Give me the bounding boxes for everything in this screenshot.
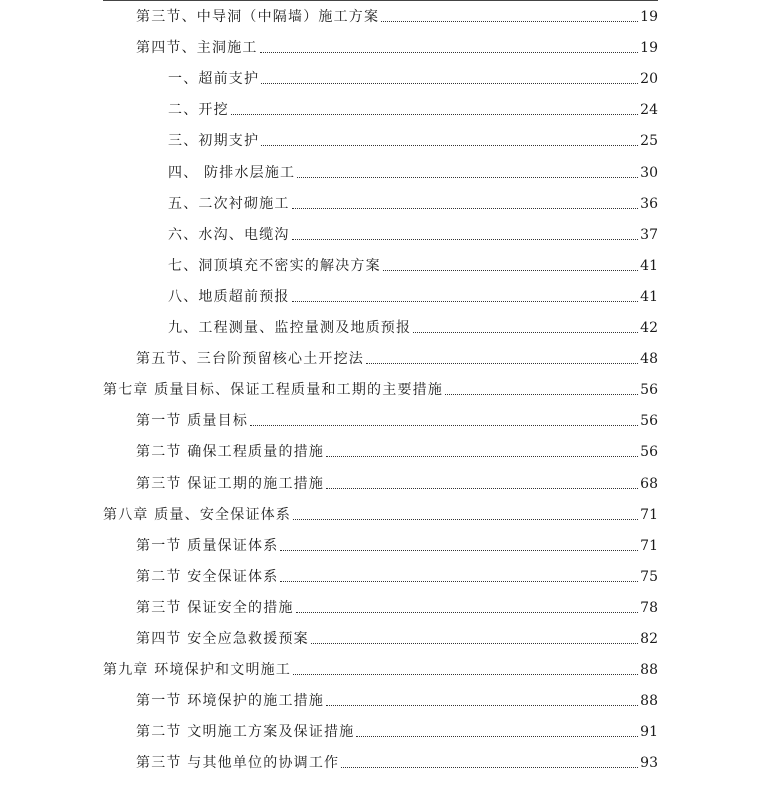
toc-page-number: 88 [640, 662, 658, 679]
toc-dot-leader [292, 238, 639, 240]
toc-entry-title: 第二节 安全保证体系 [136, 568, 279, 585]
toc-dot-leader [413, 331, 638, 333]
toc-dot-leader [383, 269, 638, 271]
toc-entry-title: 二、开挖 [168, 102, 229, 119]
toc-page-number: 42 [640, 320, 658, 336]
toc-page-number: 93 [640, 755, 658, 772]
toc-page-number: 20 [640, 71, 658, 88]
toc-entry-title: 七、洞顶填充不密实的解决方案 [168, 257, 381, 274]
toc-entry-title: 第三节 保证工期的施工措施 [136, 475, 325, 492]
toc-page-number: 19 [640, 9, 658, 25]
toc-dot-leader [445, 393, 638, 395]
toc-entry[interactable] [168, 66, 658, 88]
toc-entry[interactable] [168, 315, 658, 337]
toc-page-number: 71 [640, 506, 658, 523]
toc-dot-leader [231, 113, 638, 115]
toc-entry-title: 第九章 环境保护和文明施工 [103, 662, 292, 679]
toc-entry[interactable] [136, 719, 658, 741]
toc-entry[interactable] [136, 439, 658, 461]
toc-page-number: 82 [640, 631, 658, 647]
toc-dot-leader [280, 549, 638, 551]
toc-entry-title: 三、初期支护 [168, 133, 260, 150]
toc-dot-leader [341, 766, 638, 768]
toc-entry-title: 九、工程测量、监控量测及地质预报 [168, 320, 412, 336]
toc-dot-leader [280, 580, 638, 582]
toc-entry[interactable] [168, 222, 658, 244]
toc-page-number: 24 [640, 102, 658, 119]
toc-dot-leader [261, 144, 638, 146]
toc-dot-leader [311, 642, 638, 644]
toc-dot-leader [366, 362, 638, 364]
toc-page-number: 78 [640, 599, 658, 616]
toc-page-number: 88 [640, 693, 658, 710]
toc-entry-title: 第七章 质量目标、保证工程质量和工期的主要措施 [103, 382, 444, 399]
toc-dot-leader [293, 673, 638, 675]
toc-dot-leader [356, 735, 638, 737]
toc-entry-title: 第二节 确保工程质量的措施 [136, 444, 325, 461]
toc-entry[interactable] [168, 284, 658, 306]
toc-entry[interactable] [136, 408, 658, 430]
toc-dot-leader [326, 704, 638, 706]
toc-entry[interactable] [168, 128, 658, 150]
toc-page-number: 41 [640, 288, 658, 305]
toc-entry[interactable] [136, 4, 658, 26]
toc-page-number: 36 [640, 195, 658, 212]
toc-dot-leader [293, 518, 638, 520]
toc-page-number: 48 [640, 351, 658, 368]
toc-dot-leader [296, 611, 639, 613]
toc-dot-leader [326, 487, 638, 489]
toc-entry-title: 八、地质超前预报 [168, 288, 290, 305]
toc-entry-title: 第一节 环境保护的施工措施 [136, 693, 325, 710]
toc-entry[interactable] [168, 160, 658, 182]
toc-entry[interactable] [136, 626, 658, 648]
toc-entry-title: 一、超前支护 [168, 71, 260, 88]
toc-page-number: 56 [640, 413, 658, 430]
toc-entry[interactable] [168, 97, 658, 119]
toc-entry[interactable] [103, 377, 658, 399]
toc-page-number: 25 [640, 133, 658, 150]
toc-dot-leader [260, 51, 639, 53]
toc-page-number: 56 [640, 382, 658, 399]
toc-entry-title: 第四节、主洞施工 [136, 40, 258, 57]
toc-dot-leader [292, 207, 639, 209]
toc-entry-title: 五、二次衬砌施工 [168, 195, 290, 212]
toc-page-number: 41 [640, 257, 658, 274]
toc-entry-title: 第三节 保证安全的措施 [136, 599, 294, 616]
toc-page-number: 71 [640, 537, 658, 554]
toc-page-number: 56 [640, 444, 658, 461]
toc-entry[interactable] [136, 533, 658, 555]
toc-entry-title: 第八章 质量、安全保证体系 [103, 506, 292, 523]
toc-dot-leader [250, 424, 638, 426]
toc-entry[interactable] [136, 564, 658, 586]
toc-entry[interactable] [136, 346, 658, 368]
toc-entry[interactable] [136, 595, 658, 617]
toc-entry[interactable] [168, 191, 658, 213]
toc-entry-title: 六、水沟、电缆沟 [168, 226, 290, 243]
toc-entry[interactable] [136, 35, 658, 57]
toc-entry-title: 四、 防排水层施工 [168, 164, 296, 181]
toc-entry[interactable] [136, 471, 658, 493]
toc-entry[interactable] [136, 688, 658, 710]
toc-entry-title: 第四节 安全应急救援预案 [136, 631, 309, 647]
toc-entry-title: 第三节 与其他单位的协调工作 [136, 755, 340, 772]
toc-entry-title: 第五节、三台阶预留核心土开挖法 [136, 351, 364, 368]
toc-page-number: 30 [640, 164, 658, 181]
toc-dot-leader [326, 455, 638, 457]
toc-page-number: 68 [640, 475, 658, 492]
toc-entry[interactable] [103, 502, 658, 524]
top-rule [103, 0, 658, 1]
toc-dot-leader [292, 300, 639, 302]
toc-page-number: 19 [640, 40, 658, 57]
toc-dot-leader [381, 20, 638, 22]
toc-page-number: 75 [640, 568, 658, 585]
toc-dot-leader [261, 82, 638, 84]
toc-entry[interactable] [103, 657, 658, 679]
toc-entry-title: 第一节 质量保证体系 [136, 537, 279, 554]
toc-page-number: 91 [640, 724, 658, 741]
toc-entry-title: 第二节 文明施工方案及保证措施 [136, 724, 355, 741]
toc-entry-title: 第一节 质量目标 [136, 413, 249, 430]
toc-page-number: 37 [640, 226, 658, 243]
toc-entry[interactable] [168, 253, 658, 275]
toc-entry-title: 第三节、中导洞（中隔墙）施工方案 [136, 9, 380, 25]
toc-entry[interactable] [136, 750, 658, 772]
toc-dot-leader [297, 176, 638, 178]
